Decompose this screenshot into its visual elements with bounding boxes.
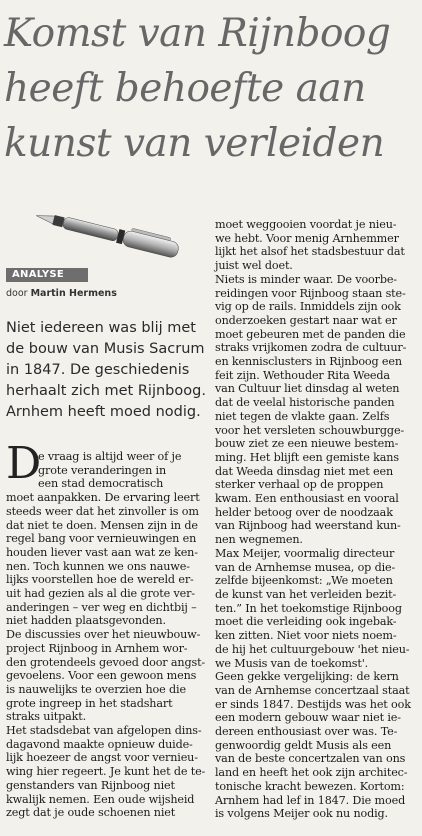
fountain-pen-image (30, 204, 190, 264)
text-line: lijks voorstellen hoe de wereld er- (6, 573, 194, 587)
text-line: van de beste concertzalen van ons (215, 752, 406, 766)
byline-prefix: door (6, 288, 28, 299)
text-line: de kunst van het verleiden bezit- (215, 587, 397, 601)
text-line: den grotendeels gevoed door angst- (6, 655, 206, 669)
intro-line: Arnhem heeft moed nodig. (6, 404, 201, 420)
text-line: Max Meijer, voormalig directeur (215, 546, 395, 560)
intro-lead (6, 318, 211, 423)
text-line: dat niet te doen. Mensen zijn in de (6, 518, 198, 532)
text-line: grote ingreep in het stadshart (6, 696, 173, 710)
text-line: land en heeft het ook zijn architec- (215, 766, 408, 780)
text-line: anderingen – ver weg en dichtbij – (6, 600, 197, 614)
text-line: feit zijn. Wethouder Rita Weeda (215, 368, 390, 382)
text-line: dereen enthousiast over was. Te- (215, 725, 398, 739)
text-line: nen wegnemen. (215, 533, 303, 547)
headline-line: heeft behoefte aan (4, 66, 366, 111)
text-line: juist wel doet. (215, 259, 293, 273)
text-line: niet hadden plaatsgevonden. (6, 614, 166, 628)
text-line: moet weggooien voordat je nieu- (215, 218, 397, 231)
text-line: kwam. Een enthousiast en vooral (215, 492, 399, 506)
text-line: is nauwelijks te overzien hoe die (6, 682, 186, 696)
text-line: en kennisclusters in Rijnboog een (215, 355, 402, 369)
text-line: steeds weer dat het zinvoller is om (6, 504, 199, 518)
text-line: De discussies over het nieuwbouw- (6, 628, 201, 642)
text-line: moet die verleiding ook ingebak- (215, 615, 397, 629)
intro-line: Niet iedereen was blij met (6, 320, 196, 336)
text-line: onderzoeken gestart naar wat er (215, 313, 397, 327)
text-line: vig op de rails. Inmiddels zijn ook (215, 300, 401, 314)
text-line: wing hier regeert. Je kunt het de te- (6, 765, 206, 779)
text-line: ken zitten. Niet voor niets noem- (215, 629, 397, 643)
author-name: Martin Hermens (30, 288, 117, 299)
text-line: reidingen voor Rijnboog staan ste- (215, 286, 406, 300)
text-line: zegt dat je oude schoenen niet (6, 806, 176, 820)
text-line: e vraag is altijd weer of je (38, 450, 182, 463)
headline-line: Komst van Rijnboog (4, 11, 391, 56)
text-line: Geen gekke vergelijking: de kern (215, 670, 399, 684)
intro-line: herhaalt zich met Rijnboog. (6, 383, 206, 399)
text-line: project Rijnboog in Arnhem wor- (6, 641, 188, 655)
drop-cap: D (6, 438, 42, 489)
text-line: straks uitpakt. (6, 710, 87, 724)
text-line: lijk hoezeer de angst voor vernieu- (6, 751, 198, 765)
text-line: bouw ziet ze een nieuwe bestem- (215, 437, 399, 451)
text-line: Arnhem had lef in 1847. Die moed (215, 793, 406, 807)
text-line: helder betoog over de noodzaak (215, 505, 393, 519)
intro-line: in 1847. De geschiedenis (6, 362, 190, 378)
body-column-left (6, 450, 208, 820)
body-column-right (215, 218, 418, 821)
text-line: een stad democratisch (38, 477, 164, 491)
text-line: is volgens Meijer ook nu nodig. (215, 807, 388, 821)
text-line: uit had gezien als al die grote ver- (6, 587, 195, 601)
text-line: nen. Toch kunnen we ons nauwe- (6, 559, 190, 573)
text-line: van Rijnboog had weerstand kun- (215, 519, 401, 533)
section-tag: ANALYSE (6, 268, 88, 282)
text-line: ten.” In het toekomstige Rijnboog (215, 601, 402, 615)
text-line: houden liever vast aan wat ze ken- (6, 545, 198, 559)
text-line: Het stadsdebat van afgelopen dins- (6, 724, 202, 738)
intro-line: de bouw van Musis Sacrum (6, 341, 205, 357)
text-line: straks vrijkomen zodra de cultuur- (215, 341, 407, 355)
text-line: voor het versleten schouwburgge- (215, 423, 405, 437)
text-line: van de Arnhemse musea, op die- (215, 560, 396, 574)
text-line: een modern gebouw waar niet ie- (215, 711, 401, 725)
text-line: dat Weeda dinsdag niet met een (215, 464, 394, 478)
text-line: regel bang voor vernieuwingen en (6, 532, 197, 546)
text-line: moet aanpakken. De ervaring leert (6, 491, 200, 505)
text-line: tonische kracht bewezen. Kortom: (215, 779, 405, 793)
text-line: gevoelens. Voor een gewoon mens (6, 669, 197, 683)
text-line: zelfde bijeenkomst: „We moeten (215, 574, 393, 588)
text-line: dat de veelal historische panden (215, 396, 395, 410)
text-line: we hebt. Voor menig Arnhemmer (215, 231, 399, 245)
text-line: van Cultuur liet dinsdag al weten (215, 382, 400, 396)
headline (4, 6, 418, 171)
text-line: ming. Het blijft een gemiste kans (215, 450, 399, 464)
text-line: genwoordig geldt Musis als een (215, 738, 392, 752)
text-line: er sinds 1847. Destijds was het ook (215, 697, 411, 711)
text-line: lijkt het alsof het stadsbestuur dat (215, 245, 405, 259)
text-line: van de Arnhemse concertzaal staat (215, 683, 410, 697)
text-line: dagavond maakte opnieuw duide- (6, 737, 193, 751)
headline-line: kunst van verleiden (4, 121, 385, 166)
text-line: sterker verhaal op de proppen (215, 478, 384, 492)
text-line: genstanders van Rijnboog niet (6, 778, 175, 792)
text-line: Niets is minder waar. De voorbe- (215, 272, 397, 286)
text-line: de hij het cultuurgebouw 'het nieu- (215, 642, 410, 656)
byline (6, 288, 117, 299)
text-line: niet tegen de vlakte gaan. Zelfs (215, 409, 390, 423)
text-line: moet gebeuren met de panden die (215, 327, 406, 341)
text-line: kwalijk nemen. Een oude wijsheid (6, 792, 195, 806)
text-line: we Musis van de toekomst'. (215, 656, 369, 670)
text-line: grote veranderingen in (38, 463, 167, 477)
